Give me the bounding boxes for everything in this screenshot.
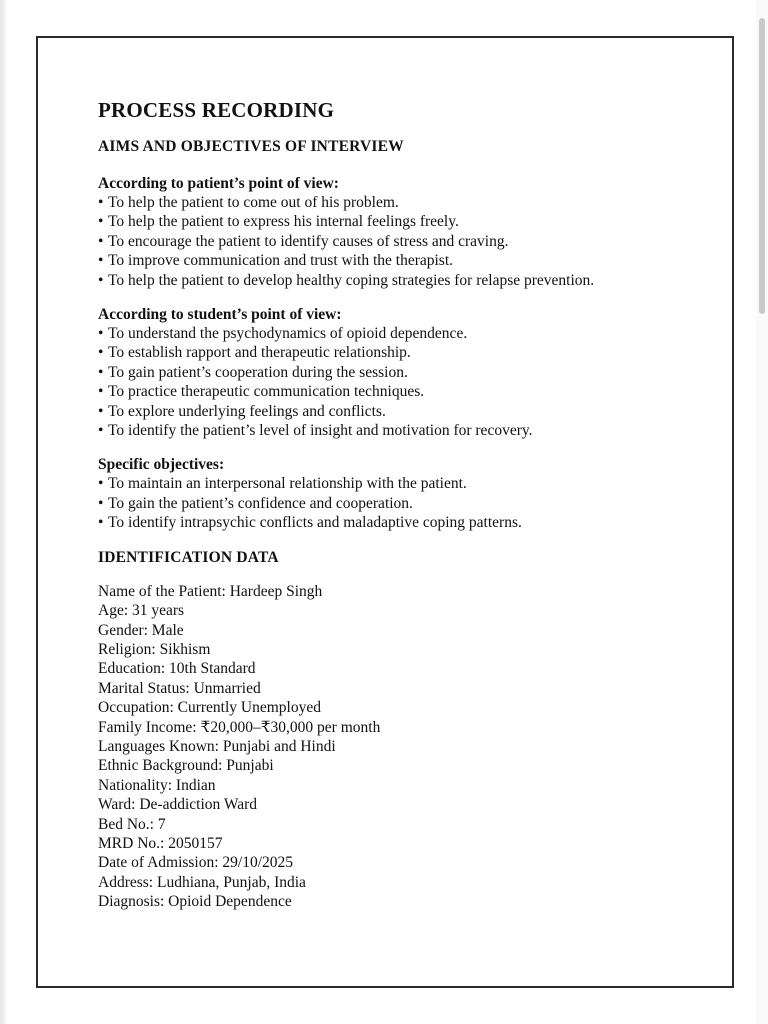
student-view-list [98,324,708,440]
specific-objectives-heading: Specific objectives: [98,456,225,474]
identification-field: Gender: Male [98,621,184,639]
patient-view-list [98,193,708,290]
patient-view-item [98,212,708,231]
patient-view-item [98,193,708,212]
identification-field: Date of Admission: 29/10/2025 [98,854,294,872]
student-view-heading: According to student’s point of view: [98,306,342,324]
identification-heading: IDENTIFICATION DATA [98,548,279,566]
student-view-item [98,421,708,440]
identification-field: Diagnosis: Opioid Dependence [98,893,292,911]
specific-objective-item [98,494,708,513]
identification-field: Languages Known: Punjabi and Hindi [98,737,336,755]
student-view-item [98,343,708,362]
identification-field: Ward: De-addiction Ward [98,796,258,814]
patient-view-item [98,232,708,251]
specific-objective-item [98,474,708,493]
specific-objective-item-text: To maintain an interpersonal relationship with the patient. [108,475,467,493]
bullet-marker: • [98,344,104,362]
viewer-left-edge [0,0,6,1024]
identification-field: Education: 10th Standard [98,660,256,678]
identification-field: Age: 31 years [98,602,185,620]
bullet-marker: • [98,514,104,532]
specific-objective-item-text: To identify intrapsychic conflicts and maladaptive coping patterns. [108,514,522,532]
bullet-marker: • [98,325,104,343]
identification-field: Family Income: ₹20,000–₹30,000 per month [98,718,381,736]
identification-field: Marital Status: Unmarried [98,679,261,697]
page-title: PROCESS RECORDING [98,98,335,122]
identification-field: Ethnic Background: Punjabi [98,757,274,775]
patient-view-heading: According to patient’s point of view: [98,175,339,192]
patient-view-item-text: To encourage the patient to identify causes of stress and craving. [108,232,509,250]
student-view-item-text: To gain patient’s cooperation during the session. [108,363,408,381]
student-view-item [98,402,708,421]
bullet-marker: • [98,422,104,440]
patient-view-item-text: To improve communication and trust with the therapist. [108,252,454,270]
student-view-item-text: To explore underlying feelings and conflicts. [108,402,386,420]
identification-field: Bed No.: 7 [98,815,166,833]
document-page [36,36,734,988]
identification-field: Name of the Patient: Hardeep Singh [98,582,323,600]
bullet-marker: • [98,402,104,420]
aims-heading: AIMS AND OBJECTIVES OF INTERVIEW [98,138,404,155]
student-view-item-text: To understand the psychodynamics of opioid dependence. [108,325,468,343]
identification-field: Occupation: Currently Unemployed [98,699,321,717]
scrollbar-thumb[interactable] [759,18,765,314]
bullet-marker: • [98,383,104,401]
bullet-marker: • [98,194,104,211]
student-view-item [98,363,708,382]
patient-view-item-text: To help the patient to develop healthy coping strategies for relapse prevention. [108,271,595,289]
patient-view-item [98,251,708,270]
student-view-item [98,382,708,401]
bullet-marker: • [98,271,104,289]
identification-field: Nationality: Indian [98,776,216,794]
student-view-item-text: To identify the patient’s level of insight and motivation for recovery. [108,422,533,440]
patient-view-item-text: To help the patient to come out of his problem. [108,194,399,211]
specific-objective-item [98,513,708,532]
student-view-item [98,324,708,343]
specific-objective-item-text: To gain the patient’s confidence and cooperation. [108,494,413,512]
patient-view-item [98,271,708,290]
document-content [98,98,708,912]
bullet-marker: • [98,252,104,270]
bullet-marker: • [98,232,104,250]
identification-field: Address: Ludhiana, Punjab, India [98,873,306,891]
bullet-marker: • [98,213,104,231]
student-view-item-text: To practice therapeutic communication techniques. [108,383,425,401]
patient-view-item-text: To help the patient to express his internal feelings freely. [108,213,459,231]
student-view-item-text: To establish rapport and therapeutic relationship. [108,344,411,362]
scrollbar-track[interactable] [756,0,768,1024]
bullet-marker: • [98,475,104,493]
identification-field: Religion: Sikhism [98,640,211,658]
bullet-marker: • [98,494,104,512]
identification-field: MRD No.: 2050157 [98,834,223,852]
specific-objectives-list [98,474,708,532]
bullet-marker: • [98,363,104,381]
identification-fields [98,582,708,912]
